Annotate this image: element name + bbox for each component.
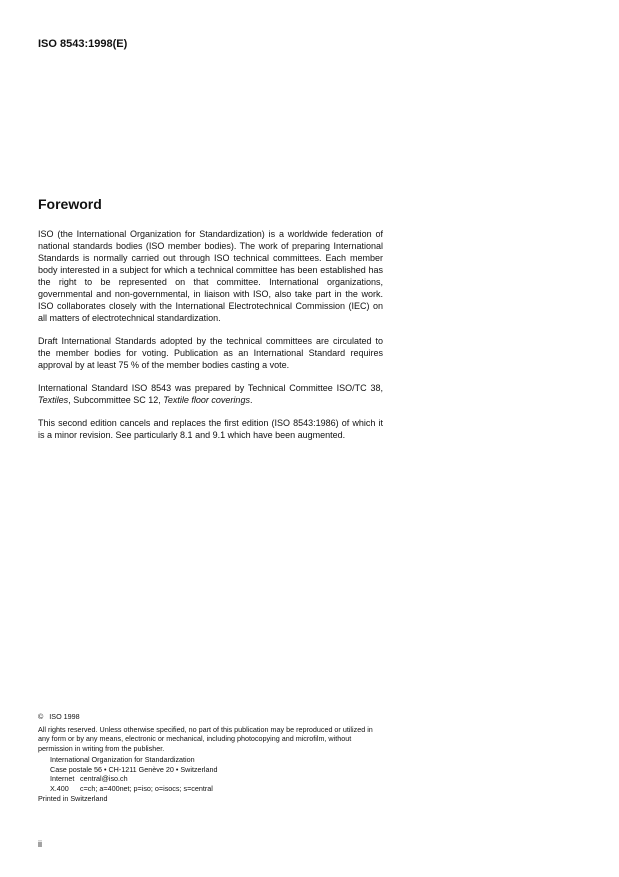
foreword-paragraph-3 <box>38 382 383 406</box>
internet-row <box>50 774 383 784</box>
rights-statement: All rights reserved. Unless otherwise specified, no part of this publication may be reproduced or utilized in any form or by any means, electronic or mechanical, including photocopying and microfilm, without permission in writing from the publisher. <box>38 724 373 753</box>
subcommittee-name: Textile floor coverings <box>163 395 250 405</box>
x400-value: c=ch; a=400net; p=iso; o=isocs; s=central <box>80 783 213 793</box>
committee-name: Textiles <box>38 395 69 405</box>
copyright-block <box>38 712 383 804</box>
postal-address: Case postale 56 • CH-1211 Genève 20 • Switzerland <box>50 764 218 774</box>
foreword-body <box>38 228 383 452</box>
page-number: ii <box>38 839 42 849</box>
copyright-year: ISO 1998 <box>49 712 80 721</box>
printed-in: Printed in Switzerland <box>38 794 108 803</box>
p3-text-e: . <box>249 395 253 405</box>
copyright-line <box>38 712 383 722</box>
foreword-paragraph-4: This second edition cancels and replaces the first edition (ISO 8543:1986) of which it is a minor revision. See particularly 8.1 and 9.1 which have been augmented. <box>38 418 383 440</box>
publisher-address <box>38 755 383 793</box>
internet-label: Internet <box>50 774 75 783</box>
x400-label: X.400 <box>50 783 69 793</box>
foreword-heading: Foreword <box>38 196 102 212</box>
copyright-icon: © <box>38 712 44 721</box>
internet-value: central@iso.ch <box>80 774 128 783</box>
foreword-paragraph-1: ISO (the International Organization for Standardization) is a worldwide federation of national standards bodies (ISO member bodies). The work of preparing International Standards is normally carried out through ISO technical committees. Each member body interested in a subject for which a technical committee has been established has the right to be represented on that committee. International organizations, governmental and non-governmental, in liaison with ISO, also take part in the work. ISO collaborates closely with the International Electrotechnical Commission (IEC) on all matters of electrotechnical standardization. <box>38 229 383 323</box>
org-name: International Organization for Standardization <box>50 755 195 764</box>
x400-row <box>50 784 383 794</box>
document-id: ISO 8543:1998(E) <box>38 38 128 50</box>
p3-text-a: International Standard ISO 8543 was prepared by Technical Committee ISO/TC 38, <box>38 383 383 393</box>
foreword-paragraph-2: Draft International Standards adopted by the technical committees are circulated to the member bodies for voting. Publication as an International Standard requires approval by at least 75 % of the member bodies casting a vote. <box>38 336 383 370</box>
p3-text-c: , Subcommittee SC 12, <box>68 395 164 405</box>
